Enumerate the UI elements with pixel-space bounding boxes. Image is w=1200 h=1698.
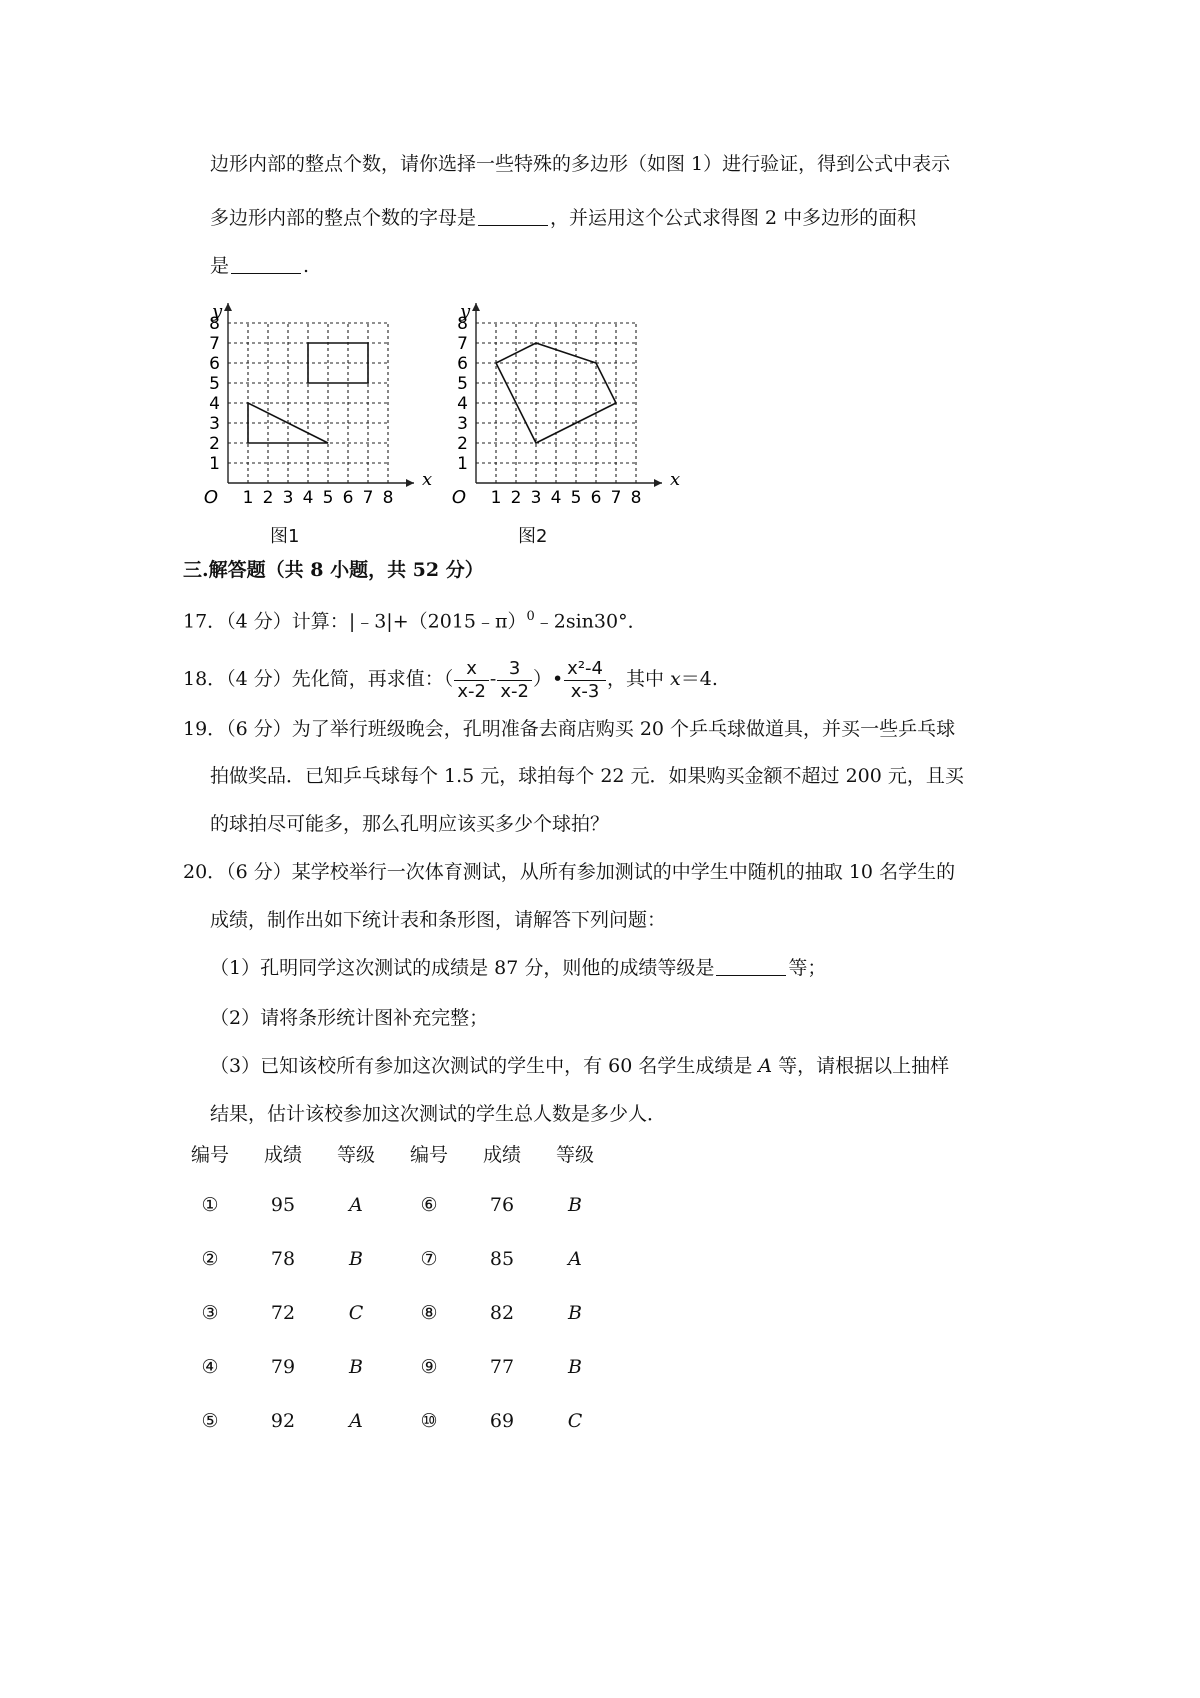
table-cell: ①: [201, 1194, 219, 1216]
table-cell: B: [568, 1194, 582, 1216]
q18-f1-denominator: x-2: [454, 680, 489, 703]
q20-sub-1-text-a: （1）孔明同学这次测试的成绩是 87 分，则他的成绩等级是: [210, 957, 715, 979]
x-tick-label: 4: [302, 488, 314, 508]
table-cell: 77: [489, 1356, 515, 1378]
q18-minus: -: [489, 668, 497, 690]
q16-line-2-text-a: 多边形内部的整点个数的字母是: [210, 207, 477, 229]
x-axis-label: x: [422, 469, 433, 490]
y-tick-label: 1: [457, 454, 468, 474]
q18-text-c: ＝4.: [680, 668, 718, 690]
table-cell: ⑧: [420, 1302, 438, 1324]
origin-label: O: [451, 487, 466, 508]
q16-line-1: 边形内部的整点个数，请你选择一些特殊的多边形（如图 1）进行验证，得到公式中表示: [210, 153, 951, 175]
table-cell: A: [568, 1248, 582, 1270]
q18-fraction-3: [564, 658, 606, 703]
q18-f1-numerator: x: [466, 657, 477, 679]
table-cell: C: [348, 1302, 364, 1324]
q18-f2-numerator: 3: [508, 657, 521, 679]
q19-line-1: 19．（6 分）为了举行班级晚会，孔明准备去商店购买 20 个乒乓球做道具，并买一些乒乓球: [183, 718, 956, 740]
table-cell: 85: [489, 1248, 515, 1270]
q18-f3-numerator: x²-4: [567, 657, 603, 679]
q18-fraction-1: [454, 658, 489, 703]
x-tick-label: 1: [242, 488, 254, 508]
x-axis-arrow: [406, 479, 414, 487]
table-cell: ⑤: [201, 1410, 219, 1432]
q20-sub-3-variable: A: [758, 1055, 773, 1077]
q20-sub-2: （2）请将条形统计图补充完整；: [210, 1007, 489, 1029]
table-cell: 69: [489, 1410, 515, 1432]
table-cell: ③: [201, 1302, 219, 1324]
table-cell: ④: [201, 1356, 219, 1378]
q16-line-3-text-a: 是: [210, 255, 230, 277]
q18-f2-denominator: x-2: [497, 680, 532, 703]
x-tick-label: 5: [570, 488, 582, 508]
table-header-cell: 编号: [190, 1144, 229, 1166]
table-cell: ⑥: [420, 1194, 438, 1216]
q20-sub-3-line-2: 结果，估计该校参加这次测试的学生总人数是多少人．: [210, 1103, 667, 1125]
section-3-heading: 三.解答题（共 8 小题，共 52 分）: [183, 559, 484, 581]
answer-blank-2[interactable]: [231, 253, 301, 274]
x-tick-label: 2: [510, 488, 522, 508]
q17-text-b: ﹣2sin30°．: [534, 610, 647, 633]
y-tick-label: 8: [209, 314, 220, 334]
y-tick-label: 8: [457, 314, 468, 334]
x-tick-label: 2: [262, 488, 274, 508]
q20-sub-3-text-a: （3）已知该校所有参加这次测试的学生中，有 60 名学生成绩是: [210, 1055, 759, 1077]
y-axis-arrow: [224, 303, 232, 311]
figure-2-grid: [448, 285, 688, 520]
x-tick-label: 3: [530, 488, 542, 508]
answer-blank-3[interactable]: [716, 955, 786, 976]
y-tick-label: 3: [209, 414, 220, 434]
q17: [183, 603, 647, 635]
q20-line-1: 20．（6 分）某学校举行一次体育测试，从所有参加测试的中学生中随机的抽取 10 名学生的: [183, 861, 956, 883]
y-axis-arrow: [472, 303, 480, 311]
table-header-cell: 等级: [555, 1144, 594, 1166]
table-cell: A: [349, 1410, 363, 1432]
x-axis-label: x: [670, 469, 681, 490]
y-axis-label: y: [212, 301, 223, 322]
table-cell: B: [349, 1248, 363, 1270]
table-cell: ⑩: [420, 1410, 438, 1432]
table-cell: ⑨: [420, 1356, 438, 1378]
y-tick-label: 7: [457, 334, 468, 354]
x-tick-label: 8: [382, 488, 394, 508]
table-cell: 76: [489, 1194, 515, 1216]
x-tick-label: 8: [630, 488, 642, 508]
table-cell: 82: [489, 1302, 515, 1324]
table-cell: B: [568, 1302, 582, 1324]
figure-1-caption: 图1: [270, 526, 300, 547]
x-tick-label: 5: [322, 488, 334, 508]
x-axis-arrow: [654, 479, 662, 487]
q19-line-3: 的球拍尽可能多，那么孔明应该买多少个球拍？: [210, 813, 610, 835]
q20-line-2: 成绩，制作出如下统计表和条形图，请解答下列问题：: [210, 909, 667, 931]
q20-sub-3: [210, 1052, 949, 1080]
q18-fraction-2: [497, 658, 532, 703]
table-cell: 79: [270, 1356, 296, 1378]
y-tick-label: 2: [209, 434, 220, 454]
y-tick-label: 1: [209, 454, 220, 474]
y-tick-label: 5: [209, 374, 220, 394]
x-tick-label: 4: [550, 488, 562, 508]
q18-f3-denominator: x-3: [564, 680, 606, 703]
q20-sub-1: [210, 954, 826, 982]
y-tick-label: 3: [457, 414, 468, 434]
x-tick-label: 3: [282, 488, 294, 508]
x-tick-label: 1: [490, 488, 502, 508]
table-cell: C: [567, 1410, 583, 1432]
table-cell: B: [349, 1356, 363, 1378]
q18-text-b: ，其中: [607, 668, 671, 690]
q20-sub-1-text-b: 等；: [788, 957, 827, 979]
q16-line-2-text-b: ，并运用这个公式求得图 2 中多边形的面积: [550, 207, 917, 229]
table-header-cell: 成绩: [482, 1144, 521, 1166]
q16-line-3-text-b: .: [303, 255, 310, 277]
y-tick-label: 4: [209, 394, 220, 414]
q20-sub-3-text-b: 等，请根据以上抽样: [772, 1055, 950, 1077]
figure-2-caption: 图2: [518, 526, 548, 547]
q19-line-2: 拍做奖品．已知乒乓球每个 1.5 元，球拍每个 22 元．如果购买金额不超过 200 元，且买: [210, 765, 964, 787]
q18-dot: ）•: [532, 668, 564, 690]
q17-text-a: 17．（4 分）计算：: [183, 610, 349, 633]
answer-blank-1[interactable]: [478, 205, 548, 226]
table-cell: 95: [270, 1194, 296, 1216]
table-cell: ⑦: [420, 1248, 438, 1270]
q16-line-3: [210, 252, 309, 280]
y-tick-label: 4: [457, 394, 468, 414]
table-cell: 92: [270, 1410, 296, 1432]
x-tick-label: 6: [590, 488, 602, 508]
y-tick-label: 5: [457, 374, 468, 394]
table-header-cell: 成绩: [263, 1144, 302, 1166]
q16-line-2: [210, 204, 916, 232]
table-cell: 72: [270, 1302, 296, 1324]
x-tick-label: 6: [342, 488, 354, 508]
q17-exponent: 0: [526, 609, 535, 624]
figure-1-grid: [200, 285, 440, 520]
table-cell: B: [568, 1356, 582, 1378]
y-tick-label: 6: [457, 354, 468, 374]
table-header-cell: 等级: [336, 1144, 375, 1166]
table-header-cell: 编号: [409, 1144, 448, 1166]
q17-expr: |﹣3|+（2015﹣π）: [348, 610, 527, 633]
y-axis-label: y: [460, 301, 471, 322]
q18-text-a: 18．（4 分）先化简，再求值：（: [183, 668, 454, 690]
x-tick-label: 7: [610, 488, 622, 508]
q18-variable: x: [670, 668, 681, 690]
table-cell: ②: [201, 1248, 219, 1270]
y-tick-label: 7: [209, 334, 220, 354]
y-tick-label: 2: [457, 434, 468, 454]
origin-label: O: [203, 487, 218, 508]
x-tick-label: 7: [362, 488, 374, 508]
table-cell: A: [349, 1194, 363, 1216]
table-cell: 78: [270, 1248, 296, 1270]
q18: [183, 654, 718, 704]
y-tick-label: 6: [209, 354, 220, 374]
